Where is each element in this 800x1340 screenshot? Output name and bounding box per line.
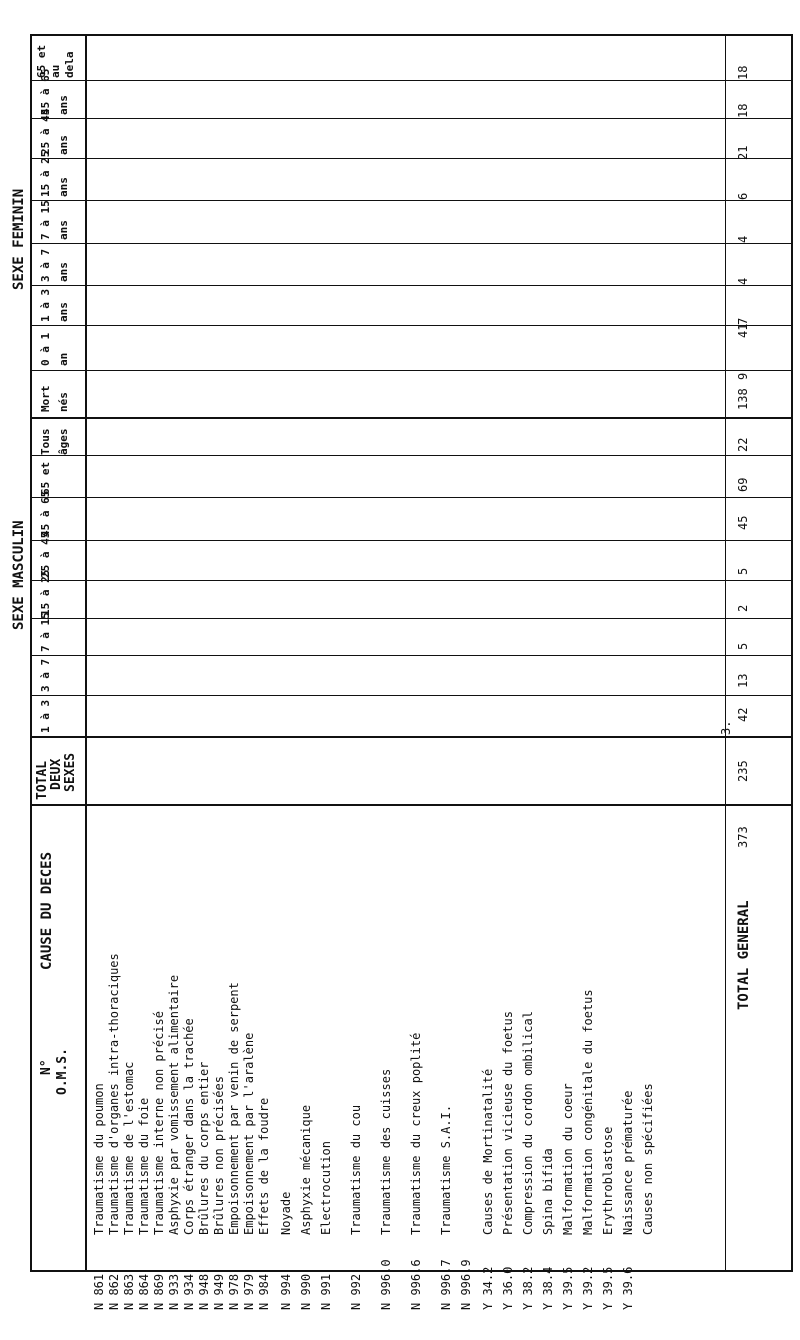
age-header-1-3-m: 1 à 3 <box>39 699 52 733</box>
icd-code: N 996.7 <box>439 1259 453 1310</box>
total-value: 18 <box>736 103 750 118</box>
icd-code: N 862 <box>107 1273 121 1310</box>
row-line <box>30 655 793 656</box>
total-label-2: DEUX <box>49 758 64 790</box>
cause-label: Causes de Mortinatalité <box>481 1068 495 1235</box>
icd-header-2: O.M.S. <box>55 1048 70 1095</box>
section-masculine: SEXE MASCULIN <box>11 520 27 630</box>
icd-header-1: N° <box>39 1059 54 1075</box>
age-header-25-45-f-2: ans <box>57 135 70 155</box>
total-value: 9 <box>736 372 750 380</box>
separator-feminine-masculine <box>30 417 793 419</box>
cause-label: Traumatisme S.A.I. <box>439 1104 453 1235</box>
total-value: 5 <box>736 567 750 575</box>
icd-code: Y 34.2 <box>481 1266 495 1310</box>
cause-label: Traumatisme de l'estomac <box>122 1061 136 1235</box>
icd-code: N 996.9 <box>459 1259 473 1310</box>
icd-code: N 861 <box>92 1273 106 1310</box>
total-general-label: TOTAL GENERAL <box>736 900 752 1010</box>
age-header-7-15-m: 7 à 15 <box>39 612 52 652</box>
row-line <box>30 118 793 119</box>
age-header-7-15-f-1: 7 à 15 <box>39 200 52 240</box>
age-header-65plus-f-2: au <box>49 64 62 78</box>
total-value: 235 <box>736 760 750 782</box>
icd-code: N 933 <box>167 1273 181 1310</box>
total-value: 21 <box>736 145 750 160</box>
cause-label: Electrocution <box>319 1141 333 1235</box>
col-line-totals <box>725 34 726 1272</box>
col-line-labels <box>85 34 87 1272</box>
cause-label: Spina bifida <box>541 1148 555 1235</box>
row-line <box>30 497 793 498</box>
total-value: 4 <box>736 235 750 243</box>
icd-code: N 978 <box>227 1273 241 1310</box>
row-line <box>30 158 793 159</box>
age-header-25-45-f-1: 25 à 45 <box>39 108 52 155</box>
total-value: 7 <box>736 317 750 325</box>
age-header-25-45-m: 25 à 45 <box>39 531 52 578</box>
age-header-45-65-m: 45 à 65 <box>39 490 52 537</box>
row-line <box>30 370 793 371</box>
age-header-45-65-f-2: ans <box>57 95 70 115</box>
total-value: 373 <box>736 826 750 848</box>
age-header-1-3-f-1: 1 à 3 <box>39 288 52 322</box>
cause-label: Empoisonnement par l'aralène <box>242 1032 256 1235</box>
age-header-3-7-f-2: ans <box>57 262 70 282</box>
total-value: 3. <box>719 720 733 735</box>
age-header-3-7-f-1: 3 à 7 <box>39 248 52 282</box>
cause-label: Présentation vicieuse du foetus <box>501 1011 515 1235</box>
cause-label: Effets de la foudre <box>257 1097 271 1235</box>
icd-code: N 863 <box>122 1273 136 1310</box>
cause-label: Traumatisme du cou <box>349 1104 363 1235</box>
age-header-65plus-f-1: 65 et <box>35 44 48 78</box>
cause-label: Traumatisme des cuisses <box>379 1068 393 1235</box>
separator-total-causes <box>30 804 793 806</box>
total-value: 69 <box>736 477 750 492</box>
icd-code: N 979 <box>242 1273 256 1310</box>
cause-label: Traumatisme du creux poplité <box>409 1032 423 1235</box>
total-value: 13 <box>736 673 750 688</box>
icd-code: N 990 <box>299 1273 313 1310</box>
total-value: 41 <box>736 323 750 338</box>
total-value: 22 <box>736 437 750 452</box>
age-header-0-1-f-1: 0 à 1 <box>39 332 52 366</box>
age-header-15-25-f-2: ans <box>57 177 70 197</box>
icd-code: N 934 <box>182 1273 196 1310</box>
total-label-3: SEXES <box>63 752 78 792</box>
total-value: 2 <box>736 604 750 612</box>
cause-label: Traumatisme interne non précisé <box>152 1011 166 1235</box>
icd-code: Y 39.6 <box>621 1266 635 1310</box>
row-line <box>30 80 793 81</box>
row-line <box>30 695 793 696</box>
age-header-15-25-m: 15 à 25 <box>39 569 52 616</box>
cause-label: Causes non spécifiées <box>641 1083 655 1235</box>
total-value: 18 <box>736 65 750 80</box>
cause-label: Malformation du coeur <box>561 1083 575 1235</box>
icd-code: Y 36.0 <box>501 1266 515 1310</box>
row-line <box>30 243 793 244</box>
total-value: 5 <box>736 642 750 650</box>
age-header-tous-f-1: Tous <box>39 428 52 455</box>
cause-label: Asphyxie mécanique <box>299 1104 313 1235</box>
age-header-tous-f-2: âges <box>57 428 70 455</box>
cause-label: Traumatisme du foie <box>137 1097 151 1235</box>
age-header-3-7-m: 3 à 7 <box>39 658 52 692</box>
row-line <box>30 285 793 286</box>
age-header-7-15-f-2: ans <box>57 220 70 240</box>
age-header-0-1-f-2: an <box>57 352 70 366</box>
icd-code: Y 38.2 <box>521 1266 535 1310</box>
row-line <box>30 325 793 326</box>
cause-label: Asphyxie par vomissement alimentaire <box>167 974 181 1235</box>
age-header-mortnes-f-2: nés <box>57 392 70 412</box>
icd-code: N 996.6 <box>409 1259 423 1310</box>
age-header-65plus-m: 65 et <box>39 461 52 495</box>
cause-label: Empoisonnement par venin de serpent <box>227 982 241 1235</box>
cause-label: Malformation congénitale du foetus <box>581 989 595 1235</box>
row-line <box>30 455 793 456</box>
total-value: 45 <box>736 515 750 530</box>
separator-masculine-total <box>30 736 793 738</box>
cause-label: Noyade <box>279 1191 293 1235</box>
row-line <box>30 580 793 581</box>
cause-label: Compression du cordon ombilical <box>521 1011 535 1235</box>
cause-label: Corps étranger dans la trachée <box>182 1018 196 1235</box>
row-line <box>30 200 793 201</box>
cause-label: Naissance prématurée <box>621 1090 635 1235</box>
icd-code: N 869 <box>152 1273 166 1310</box>
cause-label: Erythroblastose <box>601 1126 615 1235</box>
total-value: 6 <box>736 192 750 200</box>
row-line <box>30 618 793 619</box>
icd-code: N 992 <box>349 1273 363 1310</box>
icd-code: N 949 <box>212 1273 226 1310</box>
cause-label: Brûlures du corps entier <box>197 1061 211 1235</box>
icd-code: N 991 <box>319 1273 333 1310</box>
total-value: 42 <box>736 707 750 722</box>
total-value: 138 <box>736 388 750 410</box>
age-header-65plus-f-3: dela <box>63 51 76 78</box>
icd-code: Y 38.4 <box>541 1266 555 1310</box>
age-header-1-3-f-2: ans <box>57 302 70 322</box>
cause-header: CAUSE DU DECES <box>39 851 55 970</box>
icd-code: Y 39.2 <box>581 1266 595 1310</box>
row-line <box>30 540 793 541</box>
total-value: 4 <box>736 277 750 285</box>
icd-code: N 864 <box>137 1273 151 1310</box>
total-label-1: TOTAL <box>35 760 50 800</box>
age-header-45-65-f-1: 45 à 65 <box>39 68 52 115</box>
icd-code: N 996.0 <box>379 1259 393 1310</box>
age-header-15-25-f-1: 15 à 25 <box>39 150 52 197</box>
icd-code: Y 39.5 <box>601 1266 615 1310</box>
section-feminine: SEXE FEMININ <box>11 188 27 290</box>
icd-code: N 948 <box>197 1273 211 1310</box>
cause-label: Traumatisme d'organes intra-thoraciques <box>107 953 121 1235</box>
cause-label: Traumatisme du poumon <box>92 1083 106 1235</box>
age-header-mortnes-f-1: Mort <box>39 385 52 412</box>
icd-code: Y 39.5 <box>561 1266 575 1310</box>
icd-code: N 984 <box>257 1273 271 1310</box>
cause-label: Brûlures non précisées <box>212 1076 226 1235</box>
icd-code: N 994 <box>279 1273 293 1310</box>
